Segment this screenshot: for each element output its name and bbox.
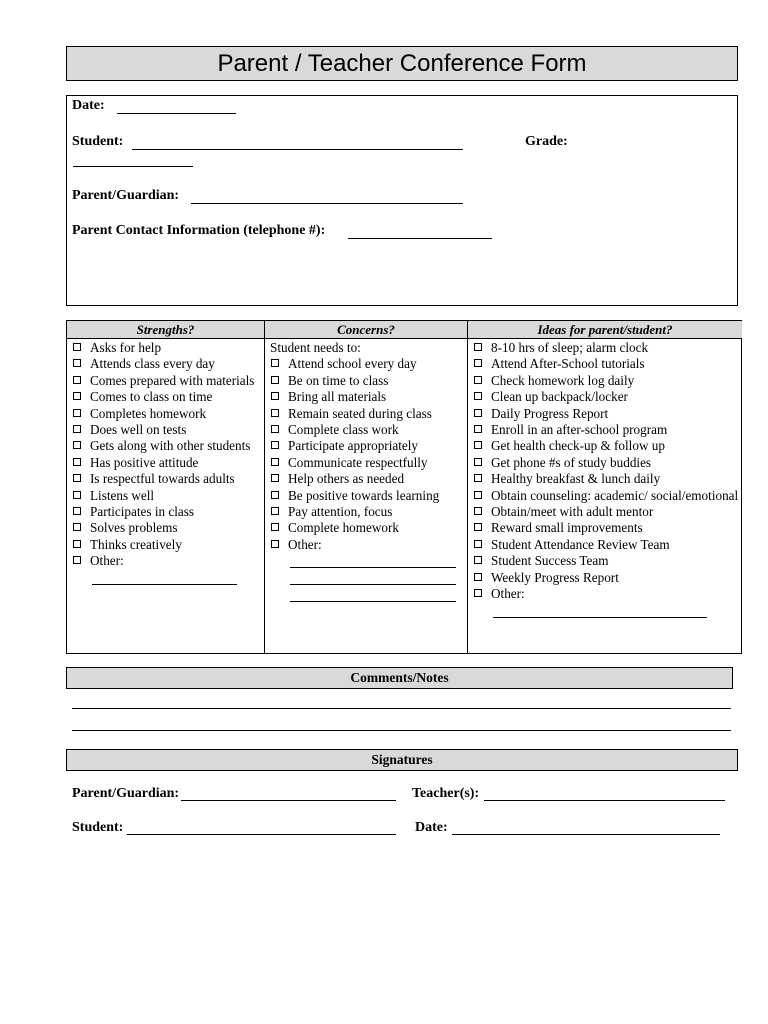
checklist-item[interactable] <box>72 553 264 569</box>
checkbox[interactable] <box>474 409 482 417</box>
checklist-item[interactable] <box>72 438 264 454</box>
checkbox[interactable] <box>271 491 279 499</box>
checkbox[interactable] <box>73 425 81 433</box>
checklist-item[interactable] <box>473 553 742 569</box>
checkbox[interactable] <box>271 425 279 433</box>
checklist-item-label: Participates in class <box>90 504 195 520</box>
comments-line[interactable] <box>72 708 731 709</box>
checklist-item[interactable] <box>72 389 264 405</box>
contact-label: Parent Contact Information (telephone #): <box>72 223 326 238</box>
checklist-item-label: Listens well <box>90 487 155 503</box>
checklist-item[interactable] <box>72 455 264 471</box>
other-fill-line[interactable] <box>290 553 456 568</box>
checklist-item-label: Comes to class on time <box>90 389 213 405</box>
checklist-item-label: Is respectful towards adults <box>90 471 235 487</box>
checkbox[interactable] <box>271 359 279 367</box>
checklist-item-label: Pay attention, focus <box>288 504 393 520</box>
comments-line[interactable] <box>72 730 731 731</box>
checkbox[interactable] <box>73 540 81 548</box>
checklist-item[interactable] <box>270 356 467 372</box>
checklist-item-label: Check homework log daily <box>491 372 635 388</box>
checklist-item-label: Participate appropriately <box>288 438 418 454</box>
checkbox[interactable] <box>73 474 81 482</box>
date-label: Date: <box>72 98 105 113</box>
contact-field[interactable] <box>348 238 492 239</box>
student-label: Student: <box>72 134 124 149</box>
checkbox[interactable] <box>73 458 81 466</box>
checklist-item-label: Communicate respectfully <box>288 454 428 470</box>
checklist-item-label: Complete homework <box>288 520 399 536</box>
concerns-column <box>265 321 468 653</box>
checkbox[interactable] <box>474 474 482 482</box>
checklist-item[interactable] <box>270 537 467 553</box>
checklist-item[interactable] <box>270 438 467 454</box>
checkbox[interactable] <box>474 589 482 597</box>
checkbox[interactable] <box>474 359 482 367</box>
checklist-item[interactable] <box>270 455 467 471</box>
checkbox[interactable] <box>474 491 482 499</box>
checklist-item-label: Does well on tests <box>90 422 187 438</box>
checklist-item[interactable] <box>270 488 467 504</box>
parent-name-field[interactable] <box>191 203 463 204</box>
student-signature-label: Student: <box>72 820 124 835</box>
parent-signature-label: Parent/Guardian: <box>72 786 180 801</box>
checklist-item[interactable] <box>473 586 742 602</box>
checkbox[interactable] <box>73 556 81 564</box>
other-fill-line[interactable] <box>493 603 707 618</box>
checklist-item[interactable] <box>473 537 742 553</box>
checklist-item-label: Solves problems <box>90 520 178 536</box>
checklist-item-label: Complete class work <box>288 422 399 438</box>
checklist-item[interactable] <box>72 356 264 372</box>
checkbox[interactable] <box>271 474 279 482</box>
checklist-item[interactable] <box>270 373 467 389</box>
checklist-item-label: Be on time to class <box>288 372 389 388</box>
parent-label: Parent/Guardian: <box>72 188 180 203</box>
checklist-item[interactable] <box>270 406 467 422</box>
checklist-item[interactable] <box>72 406 264 422</box>
strengths-list <box>67 339 264 585</box>
checklist-item[interactable] <box>473 488 742 504</box>
checklist-item[interactable] <box>473 406 742 422</box>
checklist-item-label: Gets along with other students <box>90 438 251 454</box>
checkbox[interactable] <box>271 523 279 531</box>
checklist-item[interactable] <box>270 389 467 405</box>
checklist-item-label: Attend school every day <box>288 356 417 372</box>
ideas-header: Ideas for parent/student? <box>468 321 742 339</box>
grade-label: Grade: <box>525 134 568 149</box>
checklist-item[interactable] <box>270 422 467 438</box>
signature-date-field[interactable] <box>452 834 720 835</box>
checklist-item-label: Reward small improvements <box>491 520 643 536</box>
checklist-item-label: Comes prepared with materials <box>90 372 255 388</box>
strengths-header: Strengths? <box>67 321 264 339</box>
other-fill-line[interactable] <box>92 570 237 585</box>
checkbox[interactable] <box>474 376 482 384</box>
checkbox[interactable] <box>474 343 482 351</box>
comments-header: Comments/Notes <box>66 667 733 689</box>
checklist-item[interactable] <box>473 340 742 356</box>
checkbox[interactable] <box>474 523 482 531</box>
checkbox[interactable] <box>271 392 279 400</box>
checklist-item-label: Other: <box>288 536 322 552</box>
checklist-item[interactable] <box>473 373 742 389</box>
checklist-item-label: Bring all materials <box>288 389 387 405</box>
checklist-item-label: Be positive towards learning <box>288 487 440 503</box>
other-fill-line[interactable] <box>290 587 456 602</box>
checklist-item[interactable] <box>270 504 467 520</box>
checklist-item-label: Has positive attitude <box>90 454 199 470</box>
checklist-item[interactable] <box>72 340 264 356</box>
checklist-item[interactable] <box>72 537 264 553</box>
checkbox[interactable] <box>73 523 81 531</box>
grade-field[interactable] <box>73 166 193 167</box>
checklist-item-label: Student Success Team <box>491 553 609 569</box>
concerns-header: Concerns? <box>265 321 467 339</box>
checkbox[interactable] <box>474 458 482 466</box>
checkbox[interactable] <box>73 343 81 351</box>
checkbox[interactable] <box>271 376 279 384</box>
checkbox[interactable] <box>73 359 81 367</box>
checklist-item-label: 8-10 hrs of sleep; alarm clock <box>491 340 649 355</box>
checkbox[interactable] <box>474 556 482 564</box>
teacher-signature-field[interactable] <box>484 800 725 801</box>
checkbox[interactable] <box>73 491 81 499</box>
checklist-item-label: Enroll in an after-school program <box>491 422 668 438</box>
checklist-item[interactable] <box>72 520 264 536</box>
checklist-item-label: Get health check-up & follow up <box>491 438 665 454</box>
checklist-item-label: Student Attendance Review Team <box>491 536 670 552</box>
checkbox[interactable] <box>73 409 81 417</box>
checklist-item-label: Obtain counseling: academic/ social/emotional <box>491 487 739 503</box>
checklist-item[interactable] <box>473 504 742 520</box>
checklist-item-label: Thinks creatively <box>90 536 182 552</box>
checklist-item[interactable] <box>270 471 467 487</box>
checklist-item-label: Completes homework <box>90 405 207 421</box>
ideas-list <box>468 339 742 618</box>
checklist-item-label: Attend After-School tutorials <box>491 356 645 372</box>
checklist-item[interactable] <box>473 471 742 487</box>
teacher-signature-label: Teacher(s): <box>412 786 480 801</box>
checkbox[interactable] <box>73 376 81 384</box>
checkbox[interactable] <box>73 507 81 515</box>
checklist-item[interactable] <box>72 373 264 389</box>
checkbox[interactable] <box>271 458 279 466</box>
checkbox[interactable] <box>474 540 482 548</box>
checkbox[interactable] <box>474 441 482 449</box>
checkbox[interactable] <box>474 573 482 581</box>
concerns-list <box>270 356 467 602</box>
concerns-intro: Student needs to: <box>270 340 361 355</box>
ideas-column <box>468 321 742 653</box>
checklist-item[interactable] <box>72 471 264 487</box>
checkbox[interactable] <box>474 425 482 433</box>
checklist-item[interactable] <box>473 356 742 372</box>
checklist-item-label: Healthy breakfast & lunch daily <box>491 471 661 487</box>
date-field[interactable] <box>117 113 236 114</box>
checklist-item[interactable] <box>473 438 742 454</box>
checklist-item-label: Help others as needed <box>288 471 405 487</box>
checkbox[interactable] <box>271 507 279 515</box>
other-fill-line[interactable] <box>290 570 456 585</box>
checklist-item[interactable] <box>473 389 742 405</box>
student-signature-field[interactable] <box>127 834 396 835</box>
checklist-item-label: Other: <box>491 586 525 602</box>
checklist-item[interactable] <box>270 520 467 536</box>
strengths-column <box>67 321 265 653</box>
checklist-item[interactable] <box>473 520 742 536</box>
checklist-item-label: Get phone #s of study buddies <box>491 454 652 470</box>
checkbox[interactable] <box>474 392 482 400</box>
checklist-item-label: Obtain/meet with adult mentor <box>491 504 654 520</box>
checklist-item-label: Daily Progress Report <box>491 405 609 421</box>
checkbox[interactable] <box>73 441 81 449</box>
checkbox[interactable] <box>474 507 482 515</box>
checklist-table <box>66 320 742 654</box>
checkbox[interactable] <box>271 441 279 449</box>
checklist-item-label: Weekly Progress Report <box>491 569 619 585</box>
checklist-item[interactable] <box>473 570 742 586</box>
checklist-item-label: Asks for help <box>90 340 162 355</box>
checkbox[interactable] <box>271 540 279 548</box>
form-title: Parent / Teacher Conference Form <box>66 46 738 81</box>
student-name-field[interactable] <box>132 149 463 150</box>
parent-signature-field[interactable] <box>181 800 396 801</box>
checklist-item-label: Clean up backpack/locker <box>491 389 628 405</box>
checklist-item[interactable] <box>473 455 742 471</box>
checkbox[interactable] <box>271 409 279 417</box>
checklist-item[interactable] <box>473 422 742 438</box>
signature-date-label: Date: <box>415 820 448 835</box>
checklist-item[interactable] <box>72 504 264 520</box>
checklist-item-label: Remain seated during class <box>288 405 432 421</box>
checklist-item-label: Other: <box>90 553 124 569</box>
checkbox[interactable] <box>73 392 81 400</box>
checklist-item-label: Attends class every day <box>90 356 215 372</box>
checklist-item[interactable] <box>72 488 264 504</box>
signatures-header: Signatures <box>66 749 738 771</box>
checklist-item[interactable] <box>72 422 264 438</box>
